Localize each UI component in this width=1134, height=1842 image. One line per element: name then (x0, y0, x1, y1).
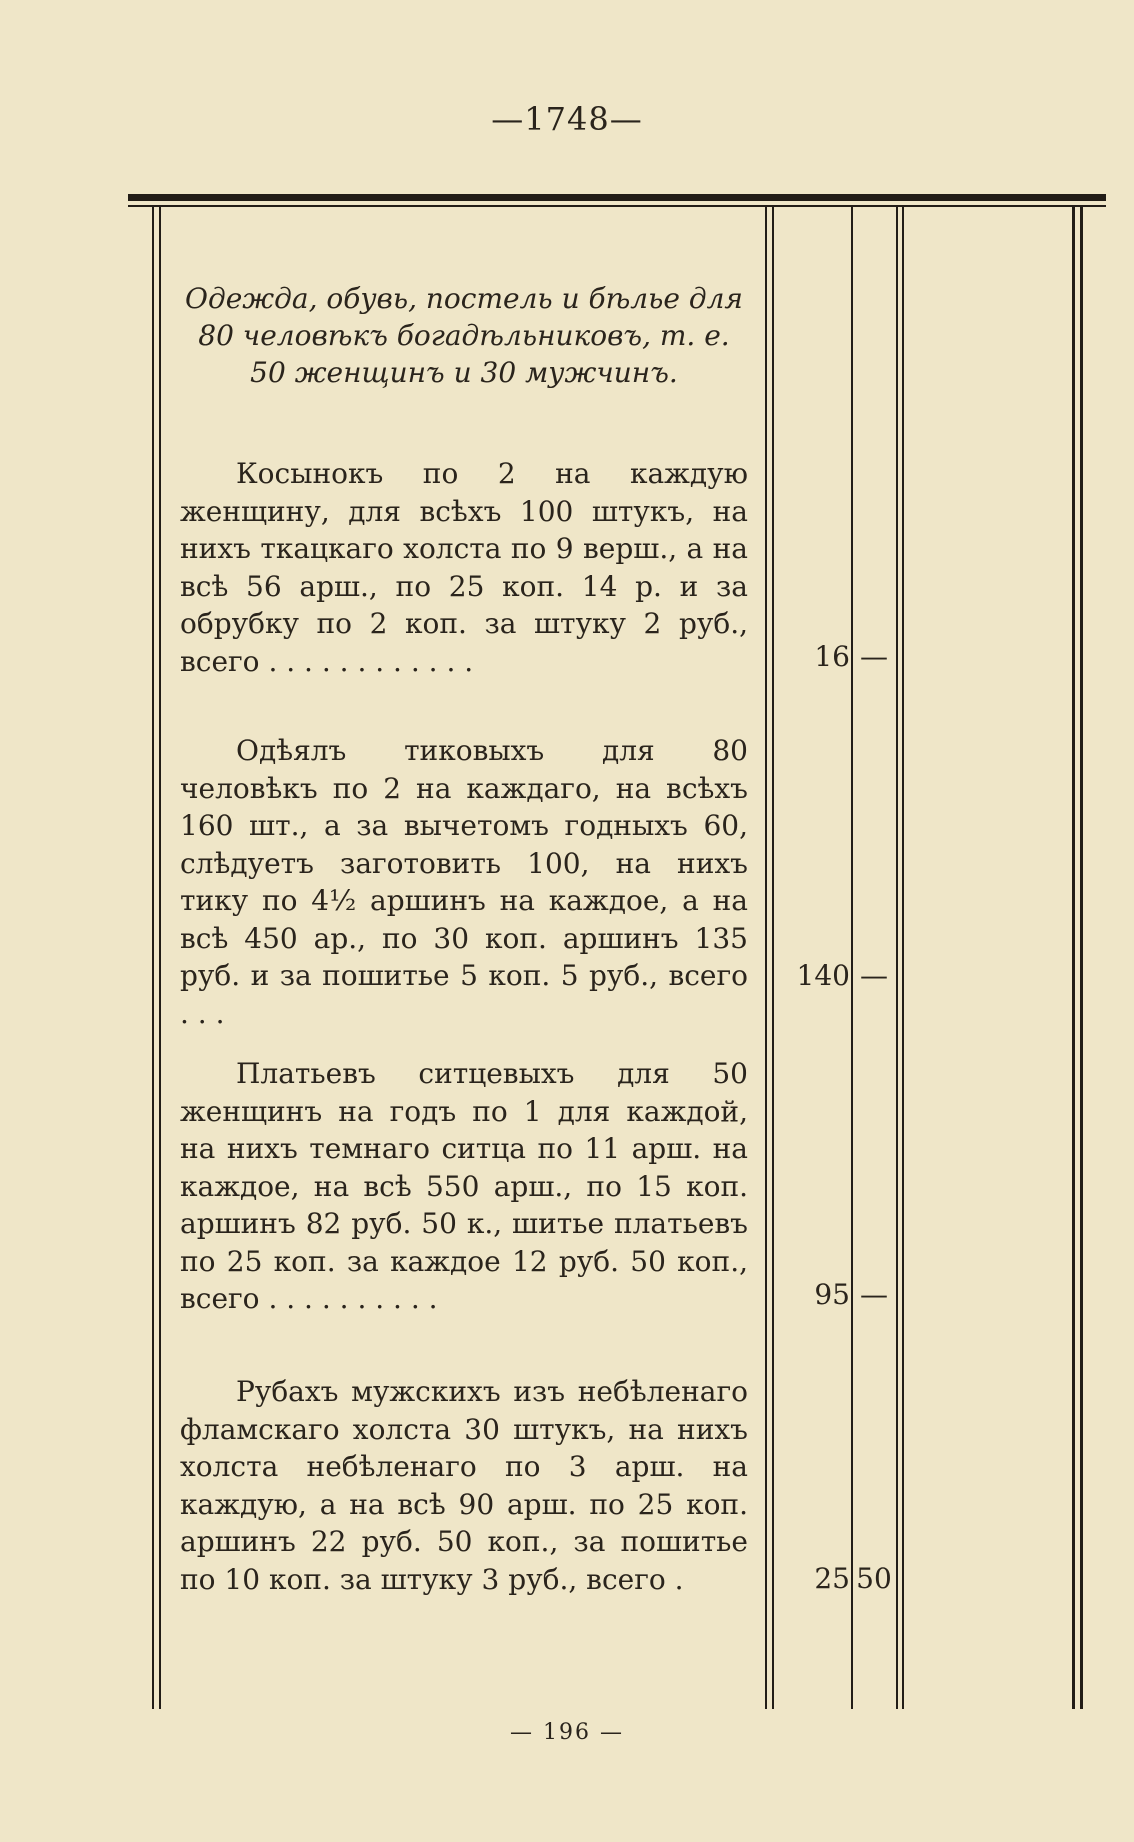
section-heading: Одежда, обувь, постель и бѣлье для 80 человѣкъ богадѣльниковъ, т. е. 50 женщинъ и 30 мужчинъ. (185, 282, 743, 389)
entry-amount-kopecks: — (860, 959, 888, 992)
entry-blankets (180, 732, 748, 1032)
column-rule-kop-right-1 (896, 207, 898, 1709)
entry-text: Платьевъ ситцевыхъ для 50 женщинъ на годъ по 1 для каждой, на нихъ темнаго ситца по 11 арш. на каждое, на всѣ 550 арш., по 15 коп. аршинъ 82 руб. 50 к., шитье платьевъ по 25 коп. за каждое 12 руб. 50 коп., всего . . . . . . . . . . (180, 1057, 748, 1315)
column-rule-kop-right-2 (902, 207, 904, 1709)
page-footer: — 196 — (510, 1720, 624, 1745)
entry-amount-kopecks: 50 (856, 1562, 892, 1595)
entry-text: Косынокъ по 2 на каждую женщину, для всѣхъ 100 штукъ, на нихъ ткацкаго холста по 9 верш., а на всѣ 56 арш., по 25 коп. 14 р. и за обрубку по 2 коп. за штуку 2 руб., всего . . . . . . . . . . . . (180, 457, 748, 678)
entry-amount-rubles: 25 (814, 1562, 850, 1595)
entry-amount-kopecks: — (860, 640, 888, 673)
entry-amount-rubles: 140 (796, 959, 850, 992)
entry-kerchiefs (180, 455, 748, 680)
top-rule-thin (128, 205, 1106, 207)
column-rule-right-outer-2 (1080, 207, 1083, 1709)
page-number: —1748— (491, 100, 643, 138)
column-rule-text-right-2 (772, 207, 774, 1709)
entry-shirts (180, 1373, 748, 1598)
entry-text: Одѣялъ тиковыхъ для 80 человѣкъ по 2 на каждаго, на всѣхъ 160 шт., а за вычетомъ годныхъ 60, слѣдуетъ заготовить 100, на нихъ тику по 4½ аршинъ на каждое, а на всѣ 450 ар., по 30 коп. аршинъ 135 руб. и за пошитье 5 коп. 5 руб., всего . . . (180, 734, 748, 1030)
column-rule-left-outer (152, 207, 154, 1709)
column-rule-left-inner (159, 207, 161, 1709)
entry-amount-rubles: 95 (814, 1278, 850, 1311)
entry-amount-kopecks: — (860, 1278, 888, 1311)
top-rule (128, 194, 1106, 201)
entry-amount-rubles: 16 (814, 640, 850, 673)
entry-text: Рубахъ мужскихъ изъ небѣленаго фламскаго холста 30 штукъ, на нихъ холста небѣленаго по 3 арш. на каждую, а на всѣ 90 арш. по 25 коп. аршинъ 22 руб. 50 коп., за пошитье по 10 коп. за штуку 3 руб., всего . (180, 1375, 748, 1596)
column-rule-text-right-1 (765, 207, 767, 1709)
column-rule-rub-kop (851, 207, 853, 1709)
column-rule-right-outer-1 (1072, 207, 1075, 1709)
entry-dresses (180, 1055, 748, 1318)
